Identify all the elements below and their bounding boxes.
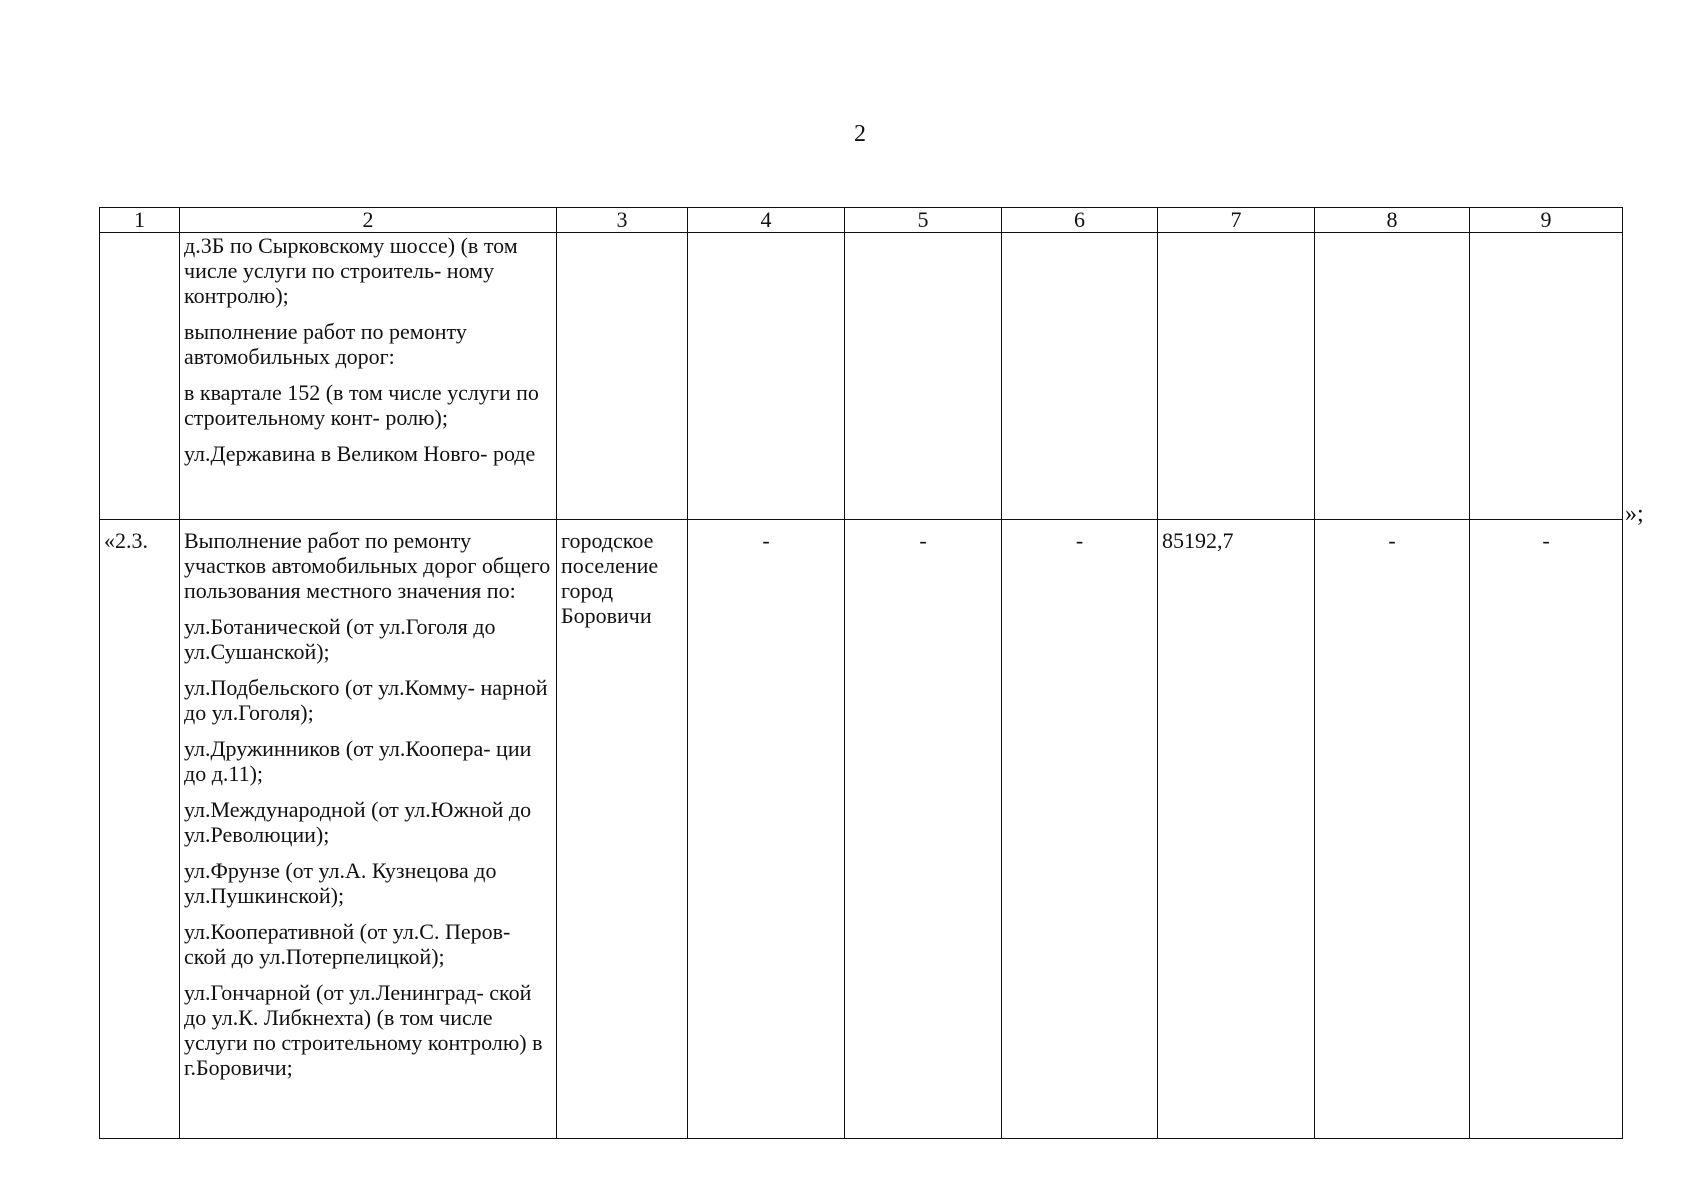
value-cell — [1470, 233, 1623, 520]
description-paragraph: ул.Державина в Великом Новго- роде — [184, 441, 536, 466]
value-cell: - — [1470, 520, 1623, 1139]
description-paragraph: ул.Фрунзе (от ул.А. Кузнецова до ул.Пушкинской); — [184, 858, 497, 908]
value-cell — [1315, 233, 1470, 520]
municipality-cell: городское поселение город Боровичи — [557, 520, 688, 1139]
column-header: 4 — [688, 208, 845, 233]
value-cell — [688, 233, 845, 520]
description-paragraph: ул.Ботанической (от ул.Гоголя до ул.Сушанской); — [184, 614, 496, 664]
description-paragraph: Выполнение работ по ремонту участков автомобильных дорог общего пользования местного значения по: — [184, 528, 551, 603]
description-paragraph: в квартале 152 (в том числе услуги по строительному конт- ролю); — [184, 380, 539, 430]
description-paragraph: ул.Гончарной (от ул.Ленинград- ской до ул.К. Либкнехта) (в том числе услуги по строительному контролю) в г.Боровичи; — [184, 980, 543, 1080]
description-paragraph: выполнение работ по ремонту автомобильных дорог: — [184, 319, 467, 369]
column-header: 5 — [845, 208, 1002, 233]
value-cell: - — [1315, 520, 1470, 1139]
description-paragraph: ул.Дружинников (от ул.Коопера- ции до д.11); — [184, 736, 532, 786]
description-paragraph: ул.Кооперативной (от ул.С. Перов- ской до ул.Потерпелицкой); — [184, 919, 511, 969]
value-cell: - — [1002, 520, 1158, 1139]
description-paragraph: ул.Подбельского (от ул.Комму- нарной до ул.Гоголя); — [184, 675, 548, 725]
municipality-cell — [557, 233, 688, 520]
value-cell — [1158, 233, 1315, 520]
value-cell — [845, 233, 1002, 520]
column-header: 1 — [100, 208, 180, 233]
description-paragraph: д.3Б по Сырковскому шоссе) (в том числе услуги по строитель- ному контролю); — [184, 233, 518, 308]
row-number-cell: «2.3. — [100, 520, 180, 1139]
value-cell: - — [845, 520, 1002, 1139]
column-header: 7 — [1158, 208, 1315, 233]
table-row-continuation — [100, 233, 1623, 520]
table-row-2-3 — [100, 520, 1623, 1139]
table-header-row — [100, 208, 1623, 233]
column-header: 2 — [180, 208, 557, 233]
closing-quote-mark: »; — [1625, 501, 1644, 527]
description-cell — [180, 520, 557, 1139]
funding-table — [99, 207, 1623, 1139]
column-header: 8 — [1315, 208, 1470, 233]
column-header: 6 — [1002, 208, 1158, 233]
column-header: 3 — [557, 208, 688, 233]
page-number: 2 — [854, 121, 866, 147]
description-paragraph: ул.Международной (от ул.Южной до ул.Революции); — [184, 797, 532, 847]
row-number-cell — [100, 233, 180, 520]
value-cell: - — [688, 520, 845, 1139]
funding-amount-cell: 85192,7 — [1158, 520, 1315, 1139]
value-cell — [1002, 233, 1158, 520]
column-header: 9 — [1470, 208, 1623, 233]
description-cell — [180, 233, 557, 520]
